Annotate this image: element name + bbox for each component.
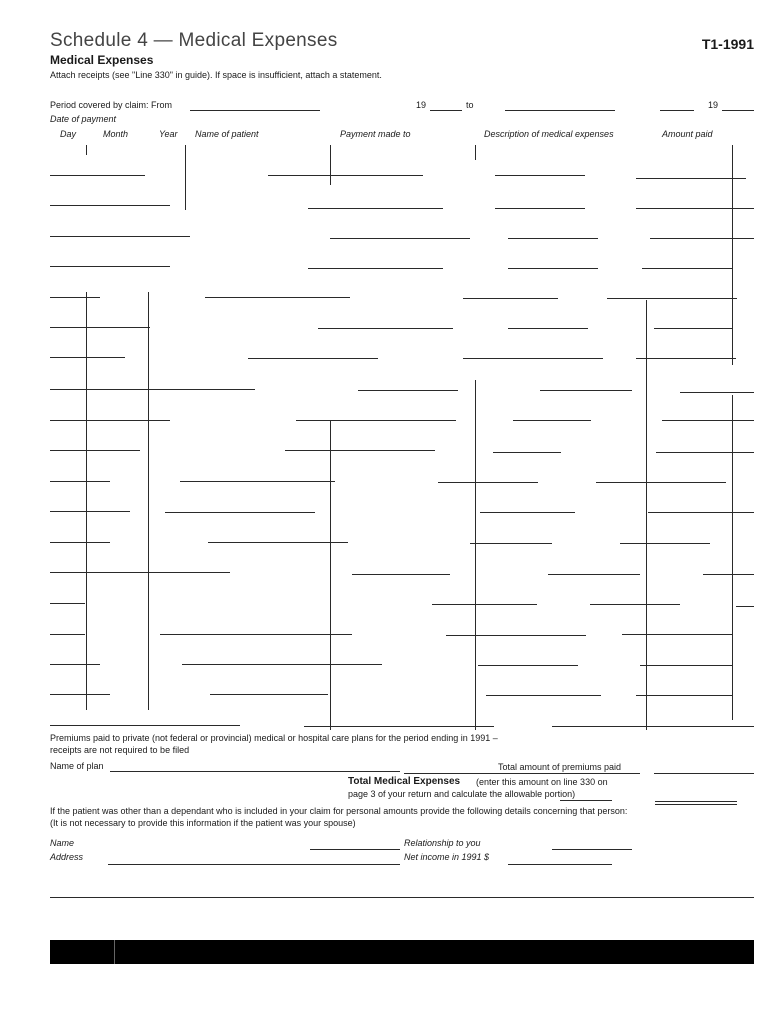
section-heading: Medical Expenses [50, 53, 154, 67]
table-row[interactable] [205, 297, 350, 298]
table-row[interactable] [493, 452, 561, 453]
period-from-year-field[interactable] [430, 110, 462, 111]
table-row[interactable] [680, 392, 754, 393]
table-row[interactable] [446, 635, 586, 636]
table-row[interactable] [636, 695, 732, 696]
column-divider [185, 145, 186, 210]
name-of-plan-field[interactable] [110, 771, 400, 772]
form-number: T1-1991 [701, 36, 754, 52]
table-row[interactable] [50, 542, 110, 543]
table-row[interactable] [636, 358, 736, 359]
table-row[interactable] [640, 665, 732, 666]
table-row[interactable] [160, 634, 352, 635]
table-row[interactable] [607, 298, 737, 299]
relationship-field[interactable] [552, 849, 632, 850]
total-premiums-leader [404, 773, 640, 774]
table-row[interactable] [486, 695, 601, 696]
table-row[interactable] [50, 205, 170, 206]
column-month: Month [103, 129, 129, 139]
table-row[interactable] [50, 297, 100, 298]
table-row[interactable] [304, 726, 494, 727]
column-divider [475, 380, 476, 730]
table-row[interactable] [50, 511, 130, 512]
table-row[interactable] [703, 574, 754, 575]
table-row[interactable] [50, 664, 100, 665]
total-medical-expenses-field[interactable] [655, 801, 737, 802]
dependant-name-field[interactable] [310, 849, 400, 850]
table-row[interactable] [318, 328, 453, 329]
table-row[interactable] [508, 268, 598, 269]
table-row[interactable] [50, 175, 145, 176]
column-divider [86, 292, 87, 710]
column-amount-paid: Amount paid [662, 129, 713, 139]
table-row[interactable] [165, 512, 315, 513]
table-row[interactable] [636, 208, 754, 209]
period-label: Period covered by claim: From [50, 100, 173, 110]
period-year-prefix-2: 19 [708, 100, 719, 110]
table-row[interactable] [540, 390, 632, 391]
table-row[interactable] [622, 634, 732, 635]
table-row[interactable] [330, 238, 470, 239]
period-to-field[interactable] [505, 110, 615, 111]
table-row[interactable] [495, 175, 585, 176]
table-row[interactable] [463, 298, 558, 299]
period-year-prefix-1: 19 [416, 100, 427, 110]
table-row[interactable] [478, 665, 578, 666]
footer-bar [50, 940, 754, 964]
total-premiums-field[interactable] [654, 773, 754, 774]
table-row[interactable] [552, 726, 754, 727]
table-row[interactable] [596, 482, 726, 483]
dependant-note: (It is not necessary to provide this information if the patient was your spouse) [50, 818, 356, 828]
column-divider [475, 145, 476, 160]
column-payment-made-to: Payment made to [340, 129, 411, 139]
period-to-year-field[interactable] [722, 110, 754, 111]
table-row[interactable] [656, 452, 754, 453]
table-row[interactable] [513, 420, 591, 421]
total-medical-expenses-label: Total Medical Expenses [348, 776, 461, 787]
table-row[interactable] [50, 481, 110, 482]
dependant-name-label: Name [50, 838, 75, 848]
table-row[interactable] [590, 604, 680, 605]
table-row[interactable] [296, 420, 456, 421]
total-note-2: page 3 of your return and calculate the allowable portion) [348, 789, 576, 799]
table-row[interactable] [352, 574, 450, 575]
column-divider [732, 395, 733, 720]
total-premiums-label: Total amount of premiums paid [498, 762, 622, 772]
table-row[interactable] [636, 178, 746, 179]
table-row[interactable] [508, 238, 598, 239]
net-income-label: Net income in 1991 $ [404, 852, 490, 862]
total-medical-expenses-double-rule [655, 804, 737, 805]
form-title: Schedule 4 — Medical Expenses [50, 30, 338, 51]
table-row[interactable] [50, 236, 190, 237]
table-row[interactable] [508, 328, 588, 329]
column-divider [148, 292, 149, 710]
table-row[interactable] [654, 328, 732, 329]
table-row[interactable] [50, 389, 255, 390]
date-of-payment-label: Date of payment [50, 114, 117, 124]
total-leader [560, 800, 612, 801]
table-row[interactable] [495, 208, 585, 209]
table-row[interactable] [736, 606, 754, 607]
column-day: Day [60, 129, 77, 139]
total-note-1: (enter this amount on line 330 on [476, 777, 608, 787]
table-row[interactable] [208, 542, 348, 543]
table-row[interactable] [662, 420, 754, 421]
table-row[interactable] [50, 266, 170, 267]
table-row[interactable] [180, 481, 335, 482]
table-row[interactable] [50, 357, 125, 358]
table-row[interactable] [548, 574, 640, 575]
dependant-address-field[interactable] [108, 864, 400, 865]
dependant-address-label: Address [50, 852, 84, 862]
table-row[interactable] [50, 603, 85, 604]
period-to-mid-field[interactable] [660, 110, 694, 111]
column-divider [86, 145, 87, 155]
table-row[interactable] [642, 268, 732, 269]
table-row[interactable] [50, 450, 140, 451]
table-row[interactable] [463, 358, 603, 359]
instructions-text: Attach receipts (see "Line 330" in guide). If space is insufficient, attach a statement. [50, 70, 382, 80]
dependant-text: If the patient was other than a dependant who is included in your claim for personal amounts provide the following details concerning that person: [50, 806, 628, 816]
table-row[interactable] [480, 512, 575, 513]
period-to-label: to [466, 100, 474, 110]
net-income-field[interactable] [508, 864, 612, 865]
table-row[interactable] [50, 725, 240, 726]
relationship-label: Relationship to you [404, 838, 481, 848]
column-year: Year [159, 129, 178, 139]
table-row[interactable] [50, 572, 230, 573]
table-row[interactable] [210, 694, 328, 695]
table-row[interactable] [438, 482, 538, 483]
table-row[interactable] [268, 175, 423, 176]
form-bottom-rule [50, 897, 754, 898]
column-description: Description of medical expenses [484, 129, 614, 139]
table-row[interactable] [50, 634, 85, 635]
column-divider [330, 145, 331, 185]
table-row[interactable] [50, 694, 110, 695]
table-row[interactable] [308, 268, 443, 269]
column-patient-name: Name of patient [195, 129, 259, 139]
table-row[interactable] [358, 390, 458, 391]
table-row[interactable] [182, 664, 382, 665]
table-row[interactable] [648, 512, 754, 513]
table-row[interactable] [620, 543, 710, 544]
table-row[interactable] [470, 543, 552, 544]
premiums-text: Premiums paid to private (not federal or provincial) medical or hospital care plans for the period ending in 1991 – [50, 733, 498, 743]
column-divider [330, 420, 331, 730]
table-row[interactable] [650, 238, 754, 239]
table-row[interactable] [248, 358, 378, 359]
table-row[interactable] [50, 327, 150, 328]
table-row[interactable] [285, 450, 435, 451]
name-of-plan-label: Name of plan [50, 761, 104, 771]
footer-bar-divider [114, 940, 115, 964]
table-row[interactable] [432, 604, 537, 605]
premiums-note: receipts are not required to be filed [50, 745, 190, 755]
table-row[interactable] [50, 420, 170, 421]
table-row[interactable] [308, 208, 443, 209]
period-from-field[interactable] [190, 110, 320, 111]
